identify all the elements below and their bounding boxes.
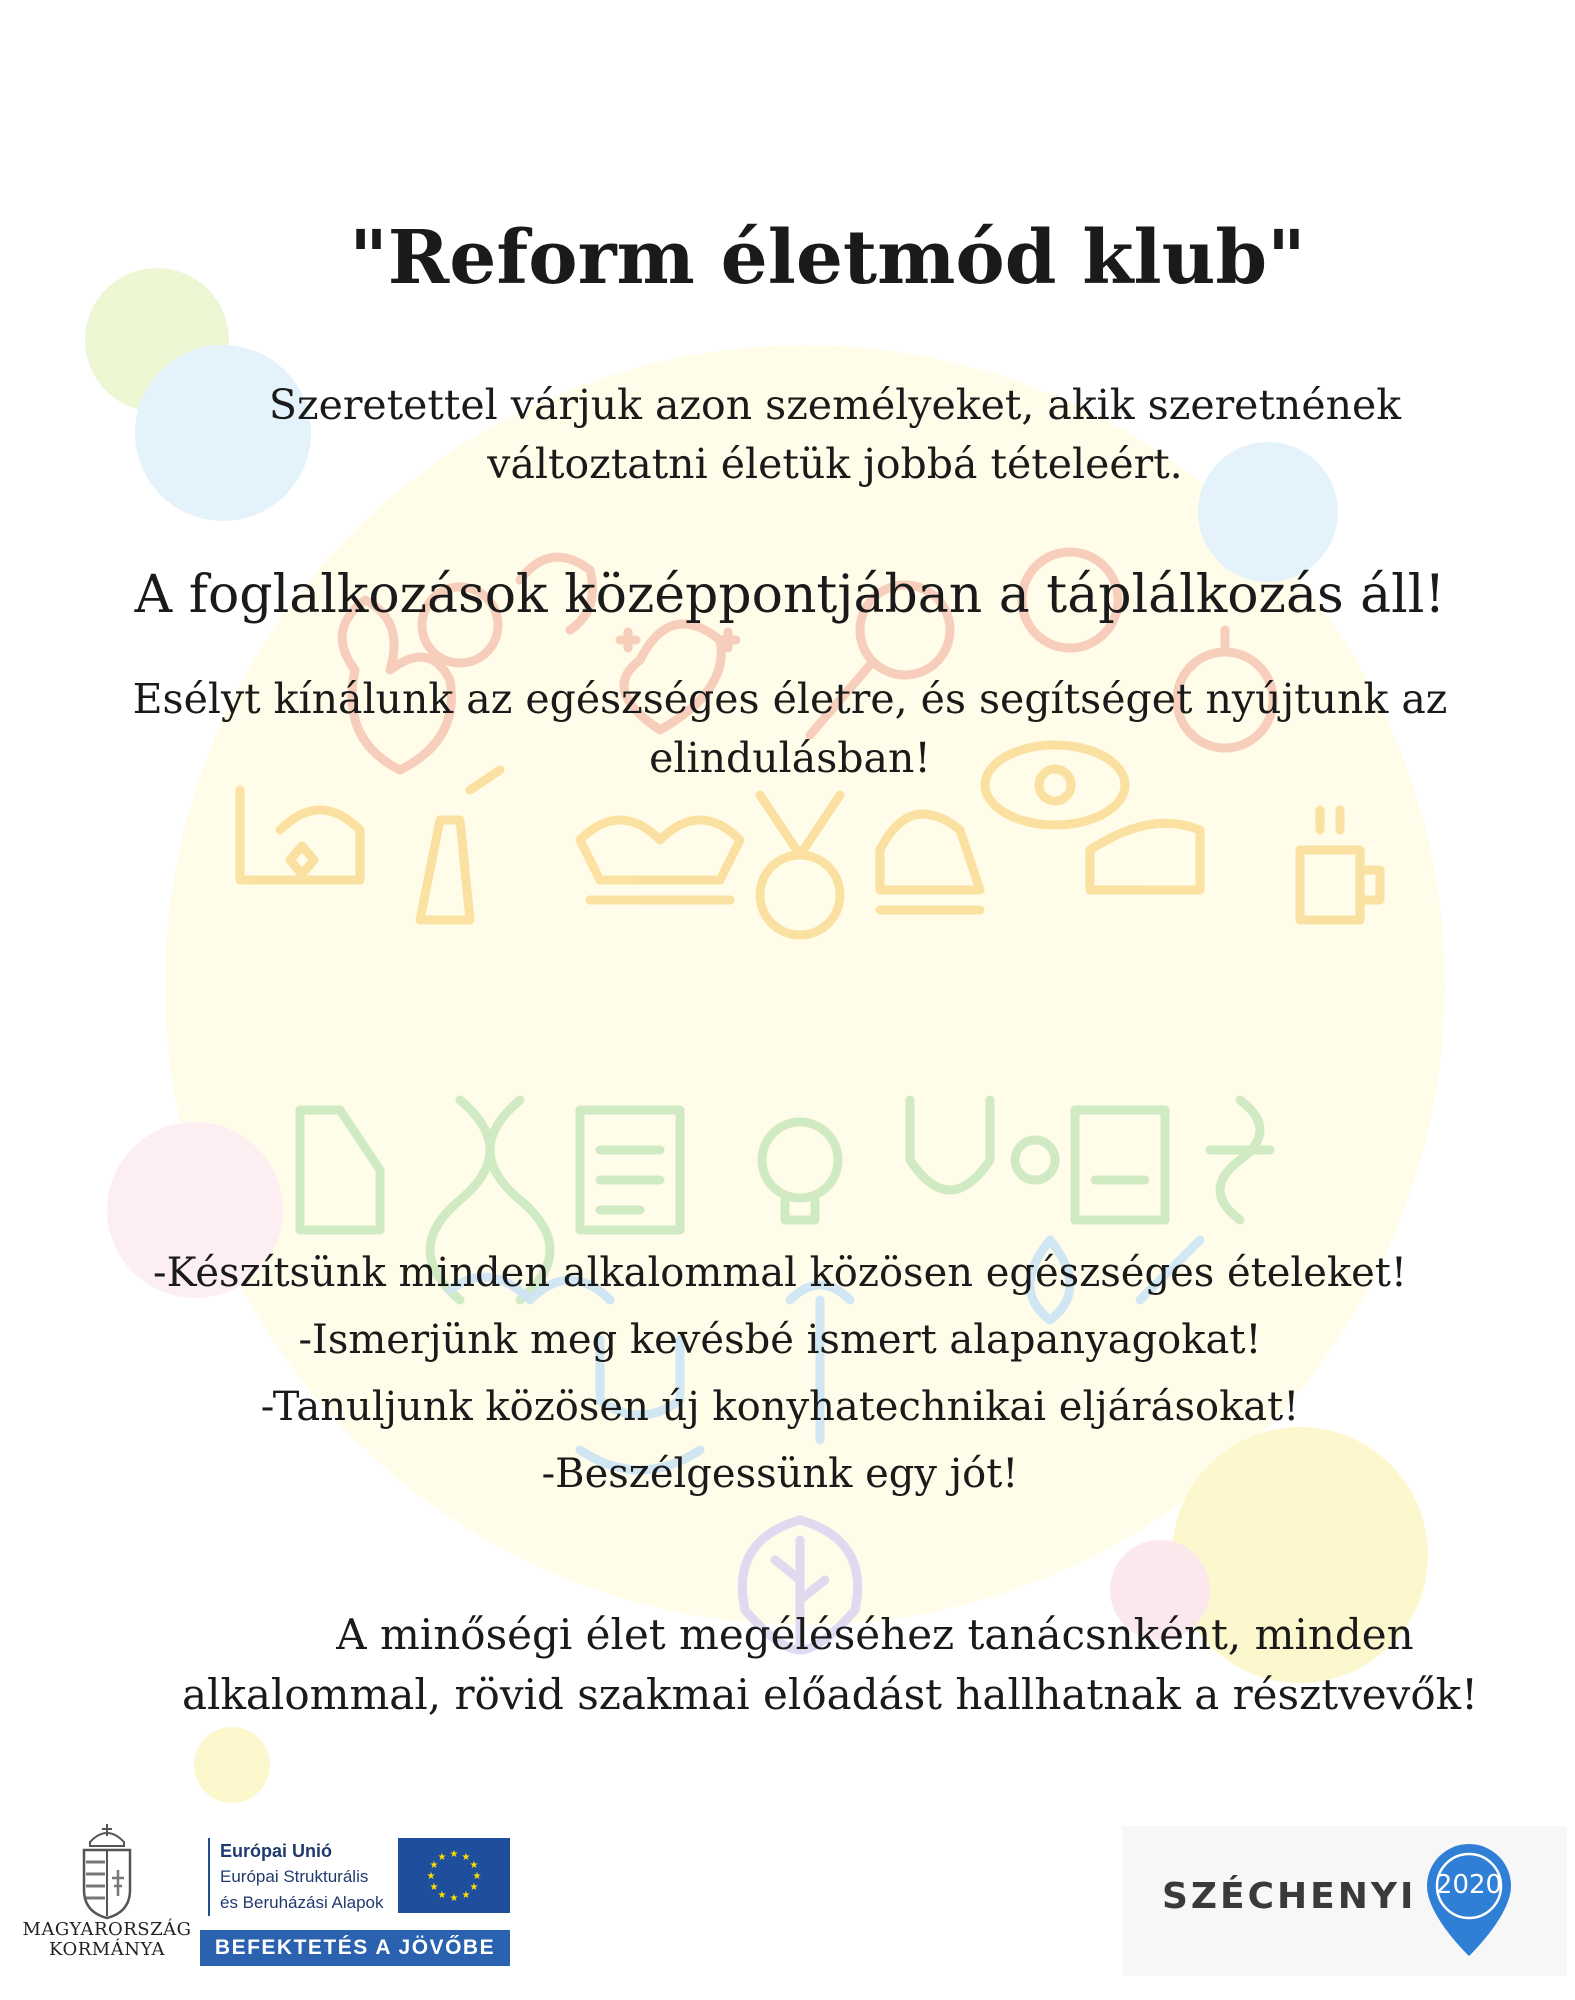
intro-line-2: változtatni életük jobbá tételeért. — [487, 440, 1183, 488]
government-logo — [22, 1820, 192, 1960]
chance-line-1: Esélyt kínálunk az egészséges életre, és segítséget nyújtunk az — [132, 675, 1448, 723]
svg-text:★: ★ — [469, 1882, 479, 1893]
coat-of-arms-icon — [72, 1820, 142, 1920]
quality-line-2: alkalommal, rövid szakmai előadást hallhatnak a résztvevők! — [181, 1670, 1479, 1719]
focus-heading: A foglalkozások középpontjában a táplálkozás áll! — [134, 565, 1446, 625]
eu-banner: BEFEKTETÉS A JÖVŐBE — [200, 1930, 510, 1966]
list-item: -Tanuljunk közösen új konyhatechnikai eljárásokat! — [260, 1384, 1300, 1430]
quality-paragraph — [150, 1605, 1510, 1725]
svg-text:★: ★ — [429, 1882, 439, 1893]
szechenyi-name: SZÉCHENYI — [1162, 1876, 1417, 1917]
intro-line-1: Szeretettel várjuk azon személyeket, akik szeretnének — [268, 381, 1402, 429]
szechenyi-logo — [1122, 1826, 1567, 1976]
list-item: -Ismerjünk meg kevésbé ismert alapanyagokat! — [298, 1317, 1262, 1363]
activity-list — [100, 1240, 1460, 1508]
intro-paragraph — [200, 376, 1470, 494]
yellow-bubble-small — [194, 1727, 270, 1803]
eu-line-1: Európai Unió — [220, 1841, 332, 1861]
svg-text:★: ★ — [426, 1871, 436, 1882]
page-title: "Reform életmód klub" — [349, 215, 1306, 301]
eu-line-3: és Beruházási Alapok — [220, 1893, 384, 1912]
government-line-1: MAGYARORSZÁG — [22, 1919, 192, 1940]
eu-text — [208, 1838, 410, 1916]
quality-line-1: A minőségi élet megéléséhez tanácsnként, minden — [336, 1610, 1414, 1659]
svg-text:★: ★ — [469, 1860, 479, 1871]
svg-text:★: ★ — [449, 1893, 459, 1904]
location-pin-icon — [1422, 1840, 1517, 1960]
eu-flag-icon — [398, 1838, 510, 1913]
svg-text:★: ★ — [461, 1852, 471, 1863]
svg-text:★: ★ — [449, 1849, 459, 1860]
svg-text:★: ★ — [429, 1860, 439, 1871]
list-item: -Készítsünk minden alkalommal közösen egészséges ételeket! — [153, 1250, 1407, 1296]
chance-paragraph — [90, 670, 1490, 788]
chance-line-2: elindulásban! — [649, 734, 931, 782]
svg-text:★: ★ — [437, 1852, 447, 1863]
svg-text:★: ★ — [437, 1890, 447, 1901]
szechenyi-year: 2020 — [1435, 1870, 1503, 1900]
svg-text:★: ★ — [461, 1890, 471, 1901]
government-line-2: KORMÁNYA — [49, 1939, 165, 1960]
svg-text:★: ★ — [472, 1871, 482, 1882]
list-item: -Beszélgessünk egy jót! — [541, 1451, 1019, 1497]
eu-line-2: Európai Strukturális — [220, 1867, 369, 1886]
